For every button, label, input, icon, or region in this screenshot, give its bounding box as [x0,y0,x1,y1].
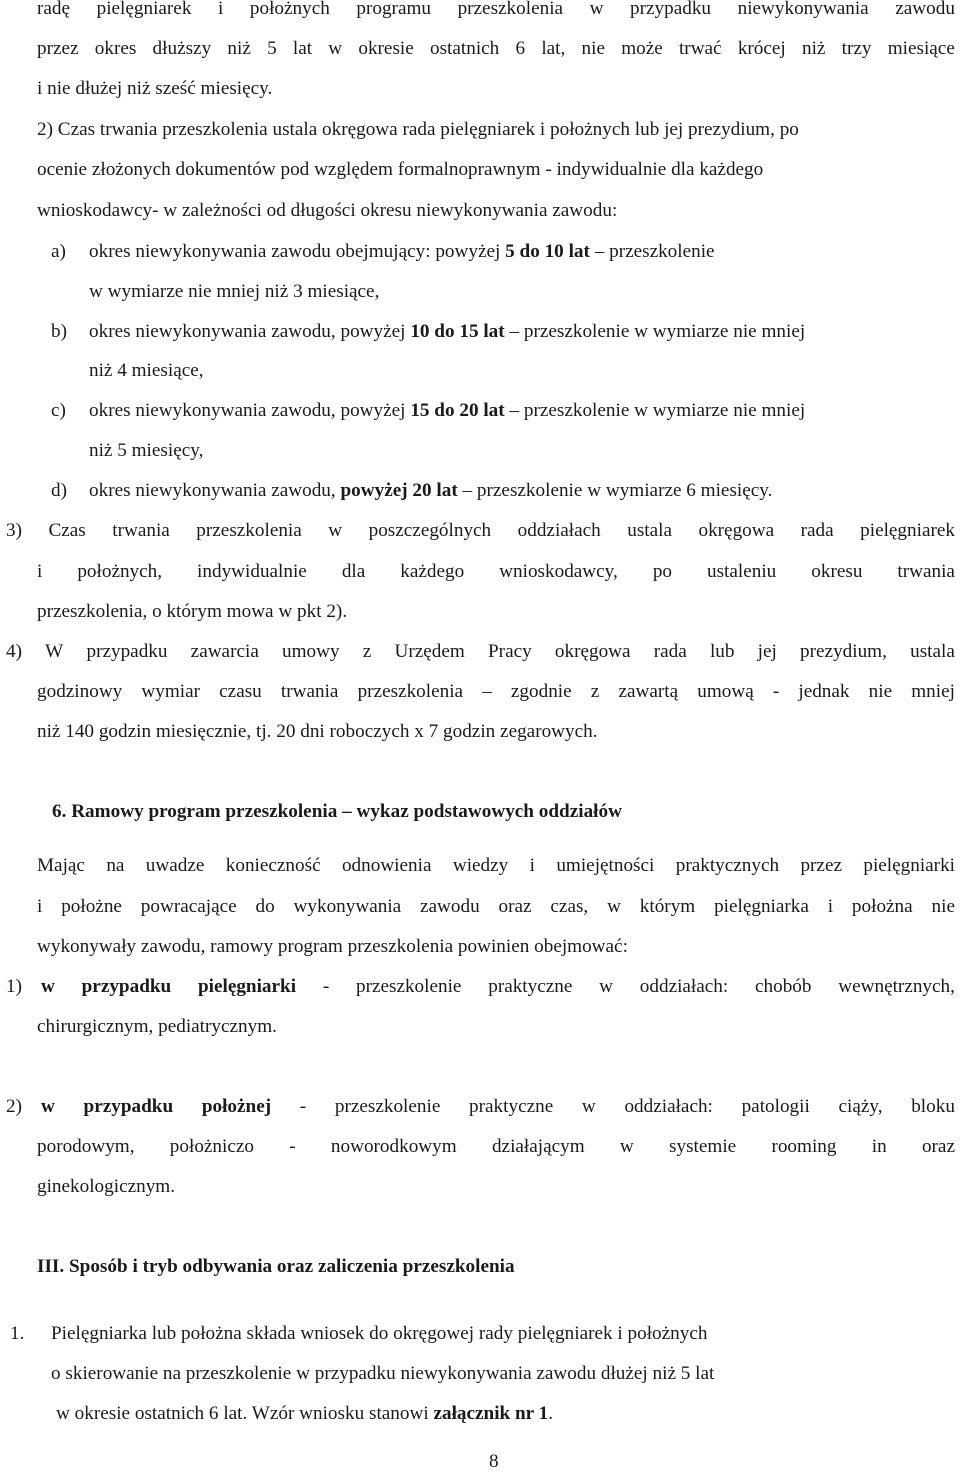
continuation-line-2: przez okres dłuższy niż 5 lat w okresie ostatnich 6 lat, nie może trwać krócej niż trzy miesiące [37,38,955,59]
section-6-point-1-continuation: chirurgicznym, pediatrycznym. [37,1016,277,1037]
item2-line-3: wnioskodawcy- w zależności od długości okresu niewykonywania zawodu: [37,200,618,221]
section-6-point-2-continuation-1: porodowym, położniczo - noworodkowym działającym w systemie rooming in oraz [37,1136,955,1157]
item2-b-continuation: niż 4 miesiące, [89,360,204,381]
item2-a-text: okres niewykonywania zawodu obejmujący: powyżej 5 do 10 lat – przeszkolenie [89,241,715,262]
item4-line-2: godzinowy wymiar czasu trwania przeszkolenia – zgodnie z zawartą umową - jednak nie mniej [37,681,955,702]
item2-a-label: a) [51,241,66,262]
section-6-point-2-text: w przypadku położnej - przeszkolenie praktyczne w oddziałach: patologii ciąży, bloku [41,1096,955,1117]
item3-line-2: i położnych, indywidualnie dla każdego wnioskodawcy, po ustaleniu okresu trwania [37,561,955,582]
section-6-heading: 6. Ramowy program przeszkolenia – wykaz podstawowych oddziałów [52,801,622,822]
section-6-intro-line-1: Mając na uwadze konieczność odnowienia wiedzy i umiejętności praktycznych przez pielęgniarki [37,855,955,876]
item2-c-continuation: niż 5 miesięcy, [89,440,204,461]
item4-line-1: 4) W przypadku zawarcia umowy z Urzędem Pracy okręgowa rada lub jej prezydium, ustala [6,641,955,662]
section-3-item-1-line-2: o skierowanie na przeszkolenie w przypadku niewykonywania zawodu dłużej niż 5 lat [51,1363,715,1384]
item2-b-label: b) [51,321,67,342]
section-6-point-1-label: 1) [6,976,22,997]
item2-line-1: 2) Czas trwania przeszkolenia ustala okręgowa rada pielęgniarek i położnych lub jej prezydium, po [37,119,799,140]
item2-b-text: okres niewykonywania zawodu, powyżej 10 do 15 lat – przeszkolenie w wymiarze nie mniej [89,321,806,342]
section-3-heading: III. Sposób i tryb odbywania oraz zaliczenia przeszkolenia [37,1256,515,1277]
page-number: 8 [489,1451,499,1472]
section-3-item-1-label: 1. [10,1323,25,1344]
section-6-intro-line-2: i położne powracające do wykonywania zawodu oraz czas, w którym pielęgniarka i położna nie [37,896,955,917]
section-6-point-2-label: 2) [6,1096,22,1117]
continuation-line-1: radę pielęgniarek i położnych programu przeszkolenia w przypadku niewykonywania zawodu [37,0,955,19]
item2-a-continuation: w wymiarze nie mniej niż 3 miesiące, [89,281,380,302]
section-6-point-1-text: w przypadku pielęgniarki - przeszkolenie praktyczne w oddziałach: chobób wewnętrznych, [41,976,955,997]
item2-d-label: d) [51,480,67,501]
item3-line-1: 3) Czas trwania przeszkolenia w poszczególnych oddziałach ustala okręgowa rada pielęgniarek [6,520,955,541]
section-6-intro-line-3: wykonywały zawodu, ramowy program przeszkolenia powinien obejmować: [37,936,628,957]
continuation-line-3: i nie dłużej niż sześć miesięcy. [37,78,273,99]
item4-line-3: niż 140 godzin miesięcznie, tj. 20 dni roboczych x 7 godzin zegarowych. [37,721,598,742]
section-6-point-2-continuation-2: ginekologicznym. [37,1176,176,1197]
item2-line-2: ocenie złożonych dokumentów pod względem formalnoprawnym - indywidualnie dla każdego [37,159,764,180]
section-3-item-1-line-1: Pielęgniarka lub położna składa wniosek do okręgowej rady pielęgniarek i położnych [51,1323,708,1344]
item2-c-text: okres niewykonywania zawodu, powyżej 15 do 20 lat – przeszkolenie w wymiarze nie mniej [89,400,806,421]
section-3-item-1-line-3: w okresie ostatnich 6 lat. Wzór wniosku stanowi załącznik nr 1. [56,1403,554,1424]
item3-line-3: przeszkolenia, o którym mowa w pkt 2). [37,601,348,622]
item2-d-text: okres niewykonywania zawodu, powyżej 20 lat – przeszkolenie w wymiarze 6 miesięcy. [89,480,773,501]
item2-c-label: c) [51,400,66,421]
